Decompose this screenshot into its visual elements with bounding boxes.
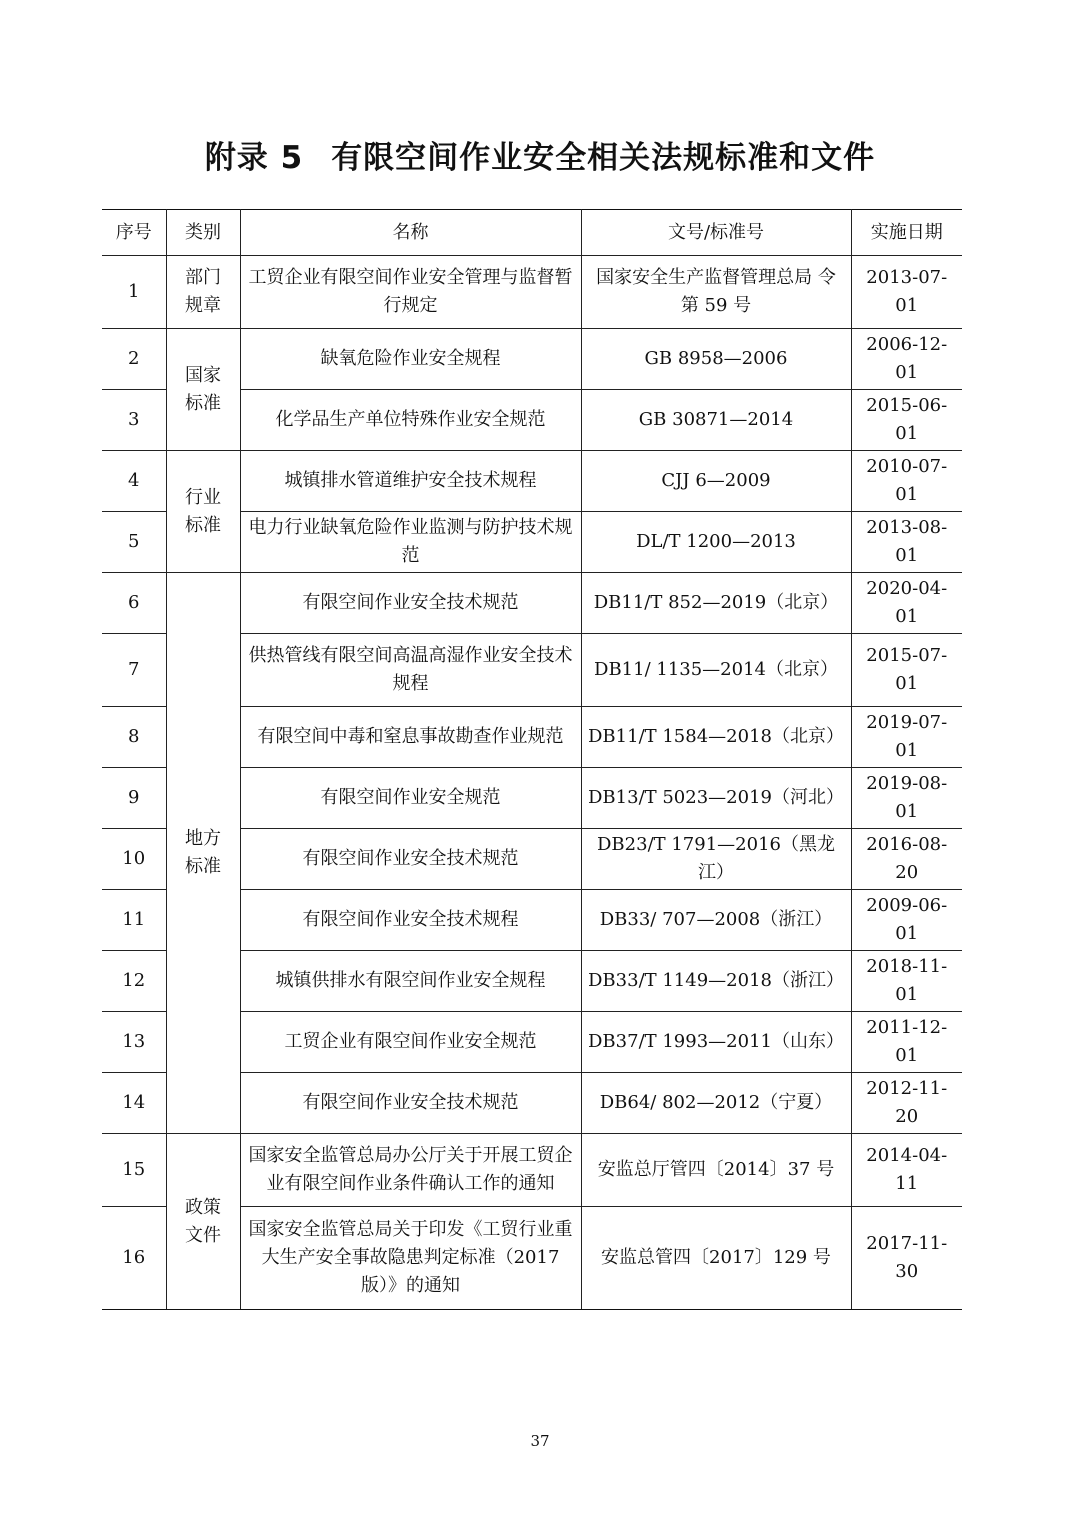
- table-row: [102, 329, 962, 390]
- row-no: 13: [102, 1012, 166, 1073]
- row-code: DB33/T 1149—2018（浙江）: [581, 951, 851, 1012]
- row-date: 2015-06-01: [851, 390, 962, 451]
- row-date: 2020-04-01: [851, 573, 962, 634]
- category-cell: [166, 1134, 240, 1310]
- row-no: 7: [102, 634, 166, 707]
- row-no: 3: [102, 390, 166, 451]
- row-code: GB 8958—2006: [581, 329, 851, 390]
- table-row: [102, 256, 962, 329]
- row-code: DB11/T 852—2019（北京）: [581, 573, 851, 634]
- row-no: 6: [102, 573, 166, 634]
- row-name: 有限空间中毒和窒息事故勘查作业规范: [240, 707, 581, 768]
- row-date: 2016-08-20: [851, 829, 962, 890]
- row-code: 安监总厅管四〔2014〕37 号: [581, 1134, 851, 1207]
- row-name: 国家安全监管总局关于印发《工贸行业重大生产安全事故隐患判定标准（2017版）》的通知: [240, 1207, 581, 1310]
- row-name: 工贸企业有限空间作业安全规范: [240, 1012, 581, 1073]
- row-name: 电力行业缺氧危险作业监测与防护技术规范: [240, 512, 581, 573]
- row-name: 有限空间作业安全技术规范: [240, 573, 581, 634]
- row-code: 安监总管四〔2017〕129 号: [581, 1207, 851, 1310]
- row-date: 2019-08-01: [851, 768, 962, 829]
- row-code: CJJ 6—2009: [581, 451, 851, 512]
- row-code: GB 30871—2014: [581, 390, 851, 451]
- table-header-row: [102, 210, 962, 256]
- row-code: DB33/ 707—2008（浙江）: [581, 890, 851, 951]
- row-no: 10: [102, 829, 166, 890]
- row-name: 城镇排水管道维护安全技术规程: [240, 451, 581, 512]
- row-date: 2017-11-30: [851, 1207, 962, 1310]
- header-no: 序号: [102, 210, 166, 256]
- row-code: DB13/T 5023—2019（河北）: [581, 768, 851, 829]
- row-code: DB23/T 1791—2016（黑龙江）: [581, 829, 851, 890]
- row-no: 15: [102, 1134, 166, 1207]
- row-name: 国家安全监管总局办公厅关于开展工贸企业有限空间作业条件确认工作的通知: [240, 1134, 581, 1207]
- title-text: 有限空间作业安全相关法规标准和文件: [331, 140, 876, 176]
- category-cell: [166, 573, 240, 1134]
- row-name: 有限空间作业安全技术规程: [240, 890, 581, 951]
- row-code: DL/T 1200—2013: [581, 512, 851, 573]
- header-date: 实施日期: [851, 210, 962, 256]
- table-row: [102, 573, 962, 634]
- page-title: [0, 132, 1080, 177]
- regulations-table: [102, 209, 962, 1310]
- row-date: 2013-07-01: [851, 256, 962, 329]
- row-code: DB64/ 802—2012（宁夏）: [581, 1073, 851, 1134]
- row-no: 11: [102, 890, 166, 951]
- category-label: 行业 标准: [185, 486, 221, 536]
- row-code: DB11/T 1584—2018（北京）: [581, 707, 851, 768]
- row-no: 1: [102, 256, 166, 329]
- page-number: 37: [530, 1432, 550, 1450]
- row-no: 9: [102, 768, 166, 829]
- row-date: 2018-11-01: [851, 951, 962, 1012]
- row-no: 8: [102, 707, 166, 768]
- row-date: 2011-12-01: [851, 1012, 962, 1073]
- row-date: 2013-08-01: [851, 512, 962, 573]
- category-label: 部门 规章: [185, 267, 221, 316]
- header-name: 名称: [240, 210, 581, 256]
- row-date: 2006-12-01: [851, 329, 962, 390]
- row-no: 2: [102, 329, 166, 390]
- row-date: 2019-07-01: [851, 707, 962, 768]
- row-no: 16: [102, 1207, 166, 1310]
- row-name: 缺氧危险作业安全规程: [240, 329, 581, 390]
- row-no: 5: [102, 512, 166, 573]
- row-name: 有限空间作业安全技术规范: [240, 1073, 581, 1134]
- row-code: DB11/ 1135—2014（北京）: [581, 634, 851, 707]
- category-label: 地方 标准: [185, 828, 221, 877]
- title-prefix: 附录 5: [204, 140, 304, 176]
- row-name: 工贸企业有限空间作业安全管理与监督暂行规定: [240, 256, 581, 329]
- category-label: 国家 标准: [185, 364, 221, 414]
- row-name: 有限空间作业安全规范: [240, 768, 581, 829]
- category-label: 政策 文件: [185, 1196, 221, 1246]
- row-date: 2015-07-01: [851, 634, 962, 707]
- header-code: 文号/标准号: [581, 210, 851, 256]
- category-cell: [166, 329, 240, 451]
- category-cell: [166, 256, 240, 329]
- row-no: 4: [102, 451, 166, 512]
- row-no: 12: [102, 951, 166, 1012]
- table-row: [102, 451, 962, 512]
- row-code: 国家安全生产监督管理总局 令第 59 号: [581, 256, 851, 329]
- row-no: 14: [102, 1073, 166, 1134]
- row-name: 化学品生产单位特殊作业安全规范: [240, 390, 581, 451]
- row-date: 2009-06-01: [851, 890, 962, 951]
- header-category: 类别: [166, 210, 240, 256]
- table-row: [102, 1134, 962, 1207]
- row-date: 2012-11-20: [851, 1073, 962, 1134]
- row-name: 城镇供排水有限空间作业安全规程: [240, 951, 581, 1012]
- row-date: 2010-07-01: [851, 451, 962, 512]
- row-date: 2014-04-11: [851, 1134, 962, 1207]
- row-name: 有限空间作业安全技术规范: [240, 829, 581, 890]
- row-code: DB37/T 1993—2011（山东）: [581, 1012, 851, 1073]
- row-name: 供热管线有限空间高温高湿作业安全技术规程: [240, 634, 581, 707]
- category-cell: [166, 451, 240, 573]
